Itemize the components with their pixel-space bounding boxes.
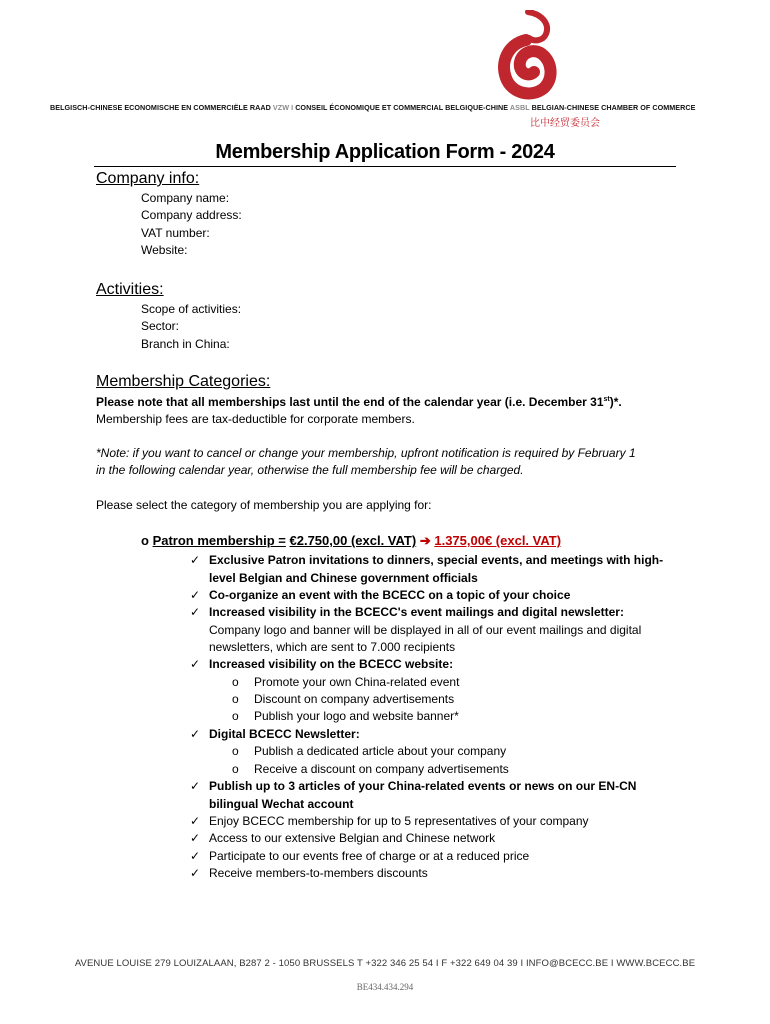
benefit-sub-item: Publish your logo and website banner* — [254, 709, 459, 723]
company-address-field[interactable]: Company address: — [141, 208, 242, 222]
organization-names — [50, 103, 695, 112]
benefit-item: Receive members-to-members discounts — [209, 866, 428, 880]
org-name-en: BELGIAN-CHINESE CHAMBER OF COMMERCE — [531, 103, 696, 112]
check-icon: ✓ — [190, 657, 201, 671]
benefit-item-cont: level Belgian and Chinese government officials — [209, 571, 478, 585]
sector-field[interactable]: Sector: — [141, 319, 180, 333]
benefit-item-cont: bilingual Wechat account — [209, 797, 354, 811]
check-icon: ✓ — [190, 779, 201, 793]
patron-membership-option[interactable] — [141, 533, 561, 549]
note-superscript: st — [603, 396, 610, 403]
benefit-item: Enjoy BCECC membership for up to 5 representatives of your company — [209, 814, 589, 828]
sub-bullet: o — [232, 744, 239, 758]
benefit-item: Participate to our events free of charge or at a reduced price — [209, 849, 530, 863]
bcecc-logo — [498, 10, 558, 102]
benefit-item: Digital BCECC Newsletter: — [209, 727, 360, 741]
cancel-note-line-1: *Note: if you want to cancel or change your membership, upfront notification is required by February 1 — [96, 446, 636, 460]
branch-in-china-field[interactable]: Branch in China: — [141, 337, 230, 351]
benefit-sub-item: Receive a discount on company advertisements — [254, 762, 509, 776]
registration-number: BE434.434.294 — [356, 982, 414, 992]
note-text-end: )*. — [609, 395, 622, 409]
benefit-item: Exclusive Patron invitations to dinners, special events, and meetings with high- — [209, 553, 664, 567]
benefit-item-detail: Company logo and banner will be displayed in all of our event mailings and digital — [209, 623, 642, 637]
logo-hook-mark — [528, 12, 547, 40]
patron-label: Patron membership = — [152, 533, 286, 548]
check-icon: ✓ — [190, 588, 201, 602]
benefit-sub-item: Publish a dedicated article about your company — [254, 744, 507, 758]
patron-radio[interactable]: o — [141, 533, 149, 548]
tax-deductible-note: Membership fees are tax-deductible for corporate members. — [96, 412, 415, 426]
arrow-icon: ➔ — [419, 533, 431, 548]
check-icon: ✓ — [190, 727, 201, 741]
patron-old-price: €2.750,00 (excl. VAT) — [289, 533, 417, 548]
check-icon: ✓ — [190, 814, 201, 828]
vat-number-field[interactable]: VAT number: — [141, 226, 210, 240]
company-info-heading: Company info: — [96, 170, 200, 187]
sub-bullet: o — [232, 709, 239, 723]
org-name-cn: 比中经贸委员会 — [530, 118, 600, 129]
scope-of-activities-field[interactable]: Scope of activities: — [141, 302, 242, 316]
sub-bullet: o — [232, 675, 239, 689]
benefit-item: Access to our extensive Belgian and Chinese network — [209, 831, 496, 845]
select-category-instruction: Please select the category of membership you are applying for: — [96, 498, 432, 512]
org-name-nl: BELGISCH-CHINESE ECONOMISCHE EN COMMERCIËLE RAAD — [50, 103, 271, 112]
check-icon: ✓ — [190, 866, 201, 880]
check-icon: ✓ — [190, 553, 201, 567]
company-name-field[interactable]: Company name: — [141, 191, 230, 205]
check-icon: ✓ — [190, 831, 201, 845]
page-title: Membership Application Form - 2024 — [215, 141, 555, 163]
benefit-item: Increased visibility in the BCECC's event mailings and digital newsletter: — [209, 605, 624, 619]
benefit-item: Publish up to 3 articles of your China-related events or news on our EN-CN — [209, 779, 637, 793]
title-divider — [94, 166, 676, 167]
check-icon: ✓ — [190, 605, 201, 619]
membership-duration-note — [96, 395, 622, 409]
benefit-item: Co-organize an event with the BCECC on a topic of your choice — [209, 588, 571, 602]
logo-ring-mark — [504, 40, 551, 93]
org-name-fr: CONSEIL ÉCONOMIQUE ET COMMERCIAL BELGIQUE-CHINE — [295, 103, 509, 112]
note-text: Please note that all memberships last until the end of the calendar year (i.e. December 31 — [96, 395, 604, 409]
org-vzw: VZW I — [272, 103, 294, 112]
check-icon: ✓ — [190, 849, 201, 863]
footer-address: AVENUE LOUISE 279 LOUIZALAAN, B287 2 - 1050 BRUSSELS T +322 346 25 54 I F +322 649 04 39 I INFO@BCECC.BE I WWW.BCECC.BE — [74, 958, 696, 969]
membership-categories-heading: Membership Categories: — [96, 373, 271, 390]
benefit-item-detail: newsletters, which are sent to 7.000 recipients — [209, 640, 456, 654]
org-asbl: ASBL — [509, 103, 530, 112]
benefit-sub-item: Promote your own China-related event — [254, 675, 460, 689]
sub-bullet: o — [232, 692, 239, 706]
benefit-sub-item: Discount on company advertisements — [254, 692, 455, 706]
activities-heading: Activities: — [96, 281, 164, 298]
website-field[interactable]: Website: — [141, 243, 188, 257]
cancel-note-line-2: in the following calendar year, otherwise the full membership fee will be charged. — [96, 463, 524, 477]
benefit-item: Increased visibility on the BCECC website: — [209, 657, 454, 671]
sub-bullet: o — [232, 762, 239, 776]
patron-new-price: 1.375,00€ (excl. VAT) — [434, 533, 562, 548]
